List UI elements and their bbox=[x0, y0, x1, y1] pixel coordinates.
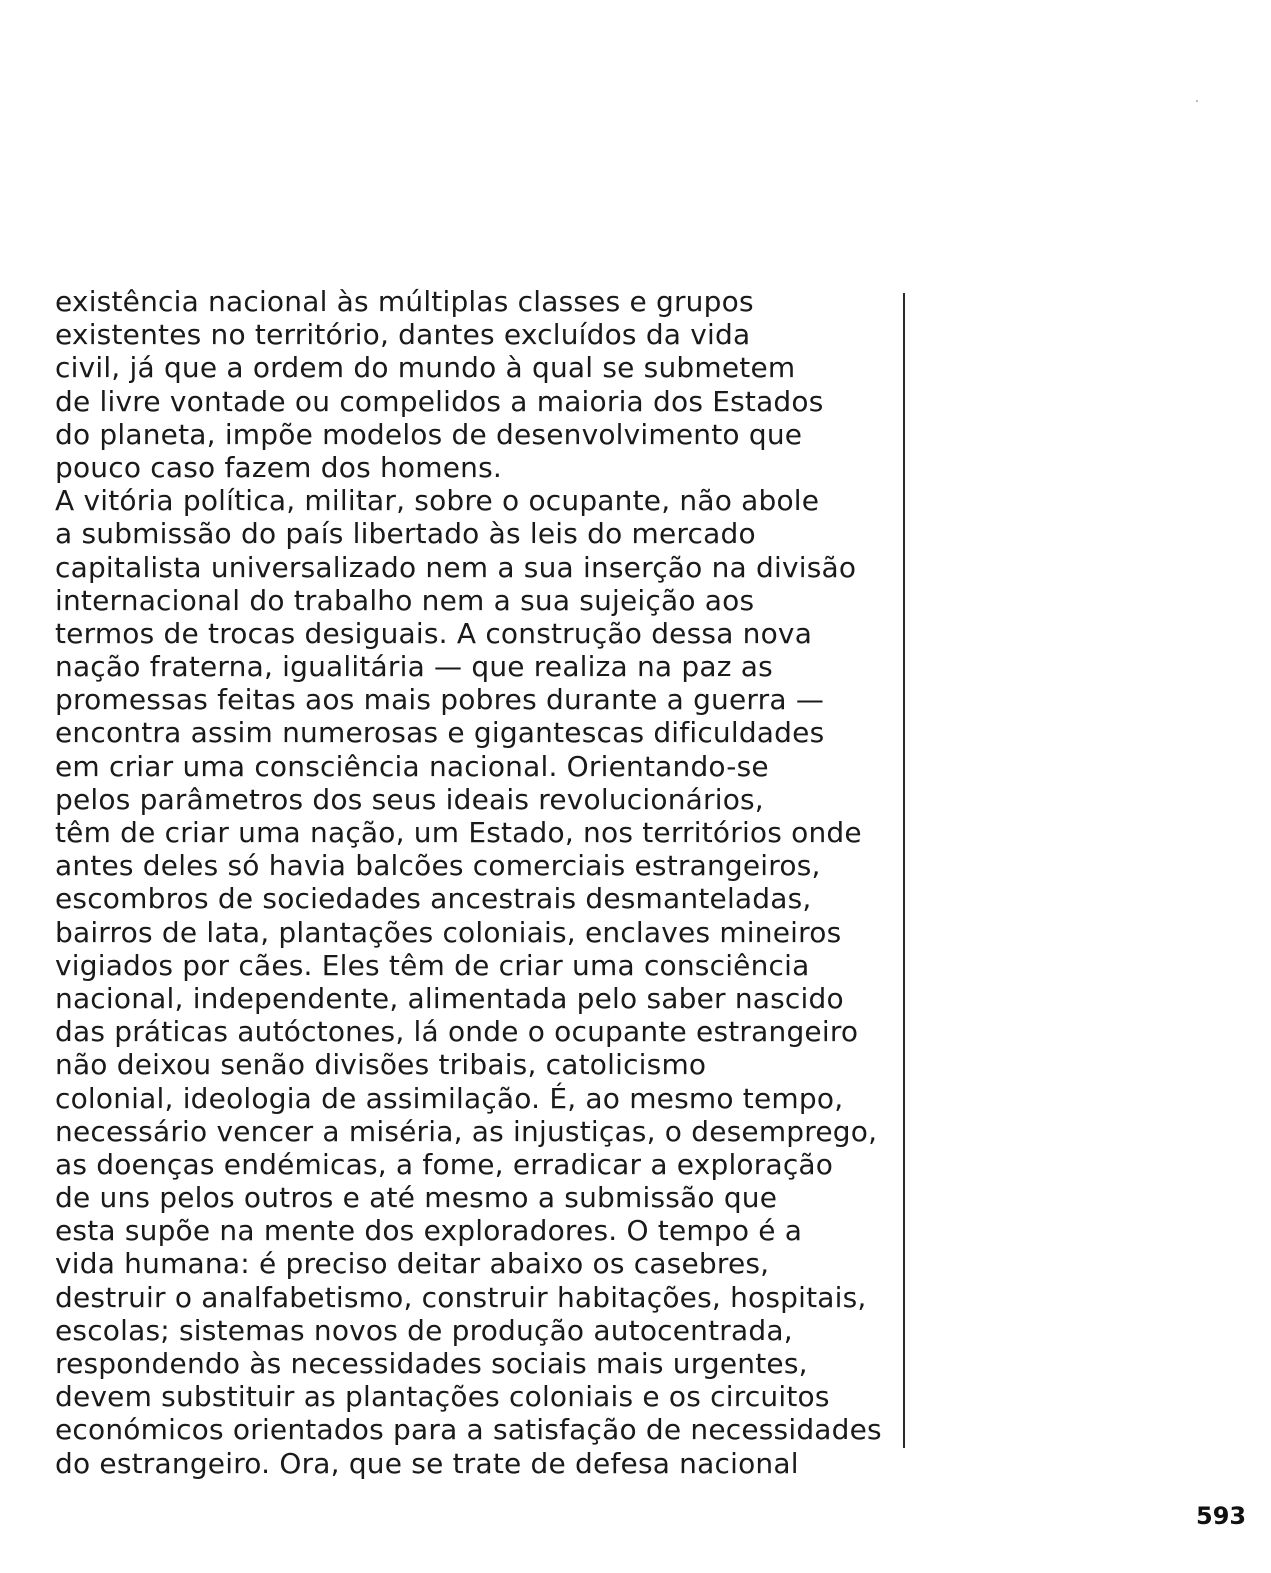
body-text-column bbox=[55, 285, 895, 1480]
text-line: respondendo às necessidades sociais mais urgentes, bbox=[55, 1347, 808, 1380]
text-line: termos de trocas desiguais. A construção dessa nova bbox=[55, 616, 813, 650]
text-line: colonial, ideologia de assimilação. É, ao mesmo tempo, bbox=[55, 1081, 844, 1115]
text-line: a submissão do país libertado às leis do mercado bbox=[55, 517, 756, 551]
text-line: pelos parâmetros dos seus ideais revolucionários, bbox=[55, 782, 764, 816]
text-line: das práticas autóctones, lá onde o ocupante estrangeiro bbox=[55, 1015, 859, 1049]
text-line: as doenças endémicas, a fome, erradicar a exploração bbox=[55, 1147, 834, 1181]
text-line: antes deles só havia balcões comerciais estrangeiros, bbox=[55, 849, 821, 883]
text-line: nação fraterna, igualitária — que realiza na paz as bbox=[55, 650, 773, 684]
text-line: existentes no território, dantes excluídos da vida bbox=[55, 318, 751, 352]
text-line: do planeta, impõe modelos de desenvolvimento que bbox=[55, 417, 803, 451]
page-number: 593 bbox=[1196, 1502, 1247, 1530]
text-line: esta supõe na mente dos exploradores. O tempo é a bbox=[55, 1214, 803, 1248]
text-line: internacional do trabalho nem a sua sujeição aos bbox=[55, 583, 755, 617]
text-line: A vitória política, militar, sobre o ocupante, não abole bbox=[55, 484, 820, 518]
text-line: vigiados por cães. Eles têm de criar uma consciência bbox=[55, 948, 810, 982]
margin-vertical-rule bbox=[903, 293, 905, 1448]
text-line: vida humana: é preciso deitar abaixo os casebres, bbox=[55, 1247, 770, 1281]
text-line: civil, já que a ordem do mundo à qual se submetem bbox=[55, 351, 796, 385]
text-line: necessário vencer a miséria, as injustiças, o desemprego, bbox=[55, 1114, 878, 1148]
text-line: existência nacional às múltiplas classes e grupos bbox=[55, 285, 754, 318]
text-line: em criar uma consciência nacional. Orientando-se bbox=[55, 749, 769, 783]
text-line: económicos orientados para a satisfação de necessidades bbox=[55, 1413, 882, 1447]
text-line: de uns pelos outros e até mesmo a submissão que bbox=[55, 1181, 778, 1215]
text-line: encontra assim numerosas e gigantescas dificuldades bbox=[55, 716, 825, 750]
scan-speck bbox=[1196, 100, 1198, 102]
text-line: têm de criar uma nação, um Estado, nos territórios onde bbox=[55, 816, 862, 849]
text-line: promessas feitas aos mais pobres durante a guerra — bbox=[55, 683, 825, 717]
text-line: escolas; sistemas novos de produção autocentrada, bbox=[55, 1313, 793, 1347]
text-line: de livre vontade ou compelidos a maioria dos Estados bbox=[55, 384, 824, 418]
text-line: do estrangeiro. Ora, que se trate de defesa nacional bbox=[55, 1446, 799, 1480]
text-line: não deixou senão divisões tribais, catolicismo bbox=[55, 1048, 707, 1082]
text-line: pouco caso fazem dos homens. bbox=[55, 450, 502, 484]
text-line: capitalista universalizado nem a sua inserção na divisão bbox=[55, 550, 857, 584]
text-line: escombros de sociedades ancestrais desmanteladas, bbox=[55, 882, 812, 916]
text-line: bairros de lata, plantações coloniais, enclaves mineiros bbox=[55, 915, 842, 949]
text-line: nacional, independente, alimentada pelo saber nascido bbox=[55, 981, 844, 1015]
text-line: destruir o analfabetismo, construir habitações, hospitais, bbox=[55, 1280, 867, 1314]
text-line: devem substituir as plantações coloniais e os circuitos bbox=[55, 1380, 830, 1414]
